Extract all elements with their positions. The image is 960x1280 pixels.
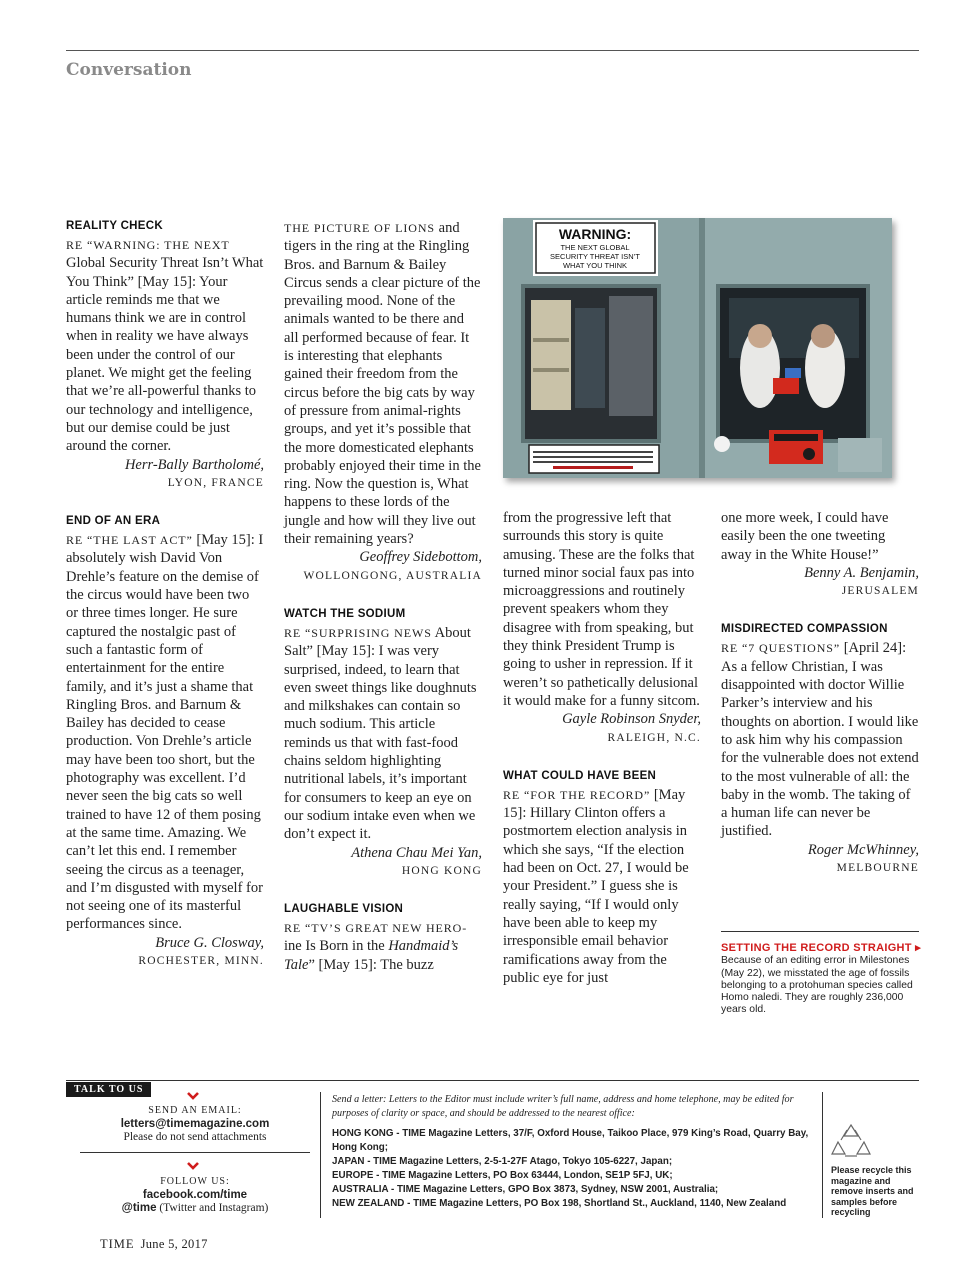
section-title: Conversation [66,60,192,80]
letter-body [66,236,264,456]
contact-divider [80,1152,310,1153]
letter-signature: Geoffrey Sidebottom, [359,549,482,566]
warning-sign-title: WARNING: [558,226,632,242]
correction-label: SETTING THE RECORD STRAIGHT [721,942,912,954]
svg-text:WHAT YOU THINK: WHAT YOU THINK [562,261,628,270]
letter-location: LYON, FRANCE [167,476,264,489]
letter-signature: Athena Chau Mei Yan, [351,844,482,861]
letter-text: [May 15]: Hillary Clinton offers a postmortem election analysis in which she says, “If the election had been on Oct. 27, I would be your President.” I guess she is really saying, “If I would only have been able to keep my irresponsible email behavior ramifications away from the public eye for just [503,786,689,986]
letter-re: RE “FOR THE RECORD” [503,787,651,802]
letter-re: RE “TV’S GREAT NEW HERO- [284,921,468,936]
letter-text: [April 24]: As a fellow Christian, I was disappointed with doctor Willie Parker’s interview and his thoughts on abortion. I would like to ask him why his compassion for the vulnerable does not extend to the most vulnerable of all: the baby in the womb. The taking of a human life can never be justified. [721,640,919,840]
mail-instructions [332,1093,816,1211]
letter-location: RALEIGH, N.C. [607,731,701,744]
correction-note [721,942,921,1017]
letters-column-4 [721,509,919,877]
letter-re: RE “SURPRISING NEWS [284,625,432,640]
mail-address-japan: JAPAN - TIME Magazine Letters, 2-5-1-27F Atago, Tokyo 105-6227, Japan; [332,1156,673,1167]
letter-body [284,624,482,844]
correction-rule [721,931,919,932]
chevron-down-icon [186,1091,200,1101]
social-handle-link[interactable]: @time [121,1202,157,1214]
letter-text: ine Is Born in the [284,938,389,955]
recycle-icon [830,1122,872,1160]
email-note: Please do not send attachments [123,1131,267,1143]
letter-signature: Bruce G. Closway, [155,934,264,951]
social-handle-line [122,1202,269,1214]
mail-address-hong-kong: HONG KONG - TIME Magazine Letters, 37/F, Oxford House, Taikoo Place, 979 King’s Road, Quarry Bay, Hong Kong; [332,1128,809,1153]
letter-body [66,531,264,934]
letter-lead: THE PICTURE OF LIONS [284,221,436,235]
footer-date: June 5, 2017 [140,1237,208,1251]
letter-text: [May 15]: I absolutely wish David Von Drehle’s feature on the demise of the circus would have been two or three times longer. He sure captured the nostalgic past of such a fantastic form of entertainment for the entire family, and it’s just a shame that Ringling Bros. and Barnum & Bailey has decided to cease production. Von Drehle’s article may have been too short, but the photography was excellent. I’d never seen the big cats so well trained to have 12 of them posing at the same time. Amazing. We can’t let this end. I remember seeing the circus as a teenager, and I’m disgusted with myself for not seeing one of its masterful performances since. [66,532,264,933]
mail-address-europe: EUROPE - TIME Magazine Letters, PO Box 63444, London, SE1P 5FJ, UK; [332,1170,673,1181]
facebook-link[interactable]: facebook.com/time [142,1188,248,1201]
letter-re: RE “THE LAST ACT” [66,533,193,548]
letter-headline: WATCH THE SODIUM [284,607,406,620]
letter-location: WOLLONGONG, AUSTRALIA [303,569,482,582]
letter-headline: WHAT COULD HAVE BEEN [503,769,657,782]
svg-text:SECURITY THREAT ISN’T: SECURITY THREAT ISN’T [550,252,640,261]
mail-address-new-zealand: NEW ZEALAND - TIME Magazine Letters, PO Box 198, Shortland St., Auckland, 1140, New Zealand [332,1198,787,1209]
lab-photo-illustration [503,218,892,478]
letter-signature: Gayle Robinson Snyder, [562,711,701,728]
letter-body [284,919,482,974]
page-footer [100,1237,208,1252]
letters-column-3 [503,509,701,987]
letter-signature: Benny A. Benjamin, [804,564,919,581]
follow-contact [80,1175,310,1216]
letter-location: HONG KONG [401,864,482,877]
chevron-down-icon [186,1161,200,1171]
letter-italic-title: Handmaid’s Tale [284,938,459,973]
letter-location: ROCHESTER, MINN. [138,954,264,967]
article-photo [503,218,892,478]
letter-headline: REALITY CHECK [66,220,163,232]
letter-signature: Roger McWhinney, [807,841,919,858]
email-contact [80,1104,310,1145]
letter-signature: Herr-Bally Bartholomé, [124,456,264,473]
letter-text: ” [May 15]: The buzz [308,956,434,973]
correction-text: Because of an editing error in Milestones (May 22), we misstated the age of fossils belonging to a protohuman species called Homo naledi. They are roughly 236,000 years old. [721,955,913,1016]
letter-body [721,639,919,840]
mail-address-australia: AUSTRALIA - TIME Magazine Letters, GPO Box 3873, Sydney, NSW 2001, Australia; [332,1184,719,1195]
letter-body: one more week, I could have easily been the one tweeting away in the White House!” [721,510,889,563]
recycle-note: Please recycle this magazine and remove inserts and samples before recycling [831,1165,914,1217]
email-label: SEND AN EMAIL: [148,1105,242,1116]
social-handle-note: (Twitter and Instagram) [156,1202,269,1214]
letter-text: Global Security Threat Isn’t What You Think” [May 15]: Your article reminds me that we humans think we are in control when in reality we have always been under the control of our planet. We might get the feeling that we’re all-powerful thanks to our technology and intelligence, but our demise could be just around the corner. [66,255,264,455]
letters-column-1 [66,219,264,970]
talk-to-us-badge: TALK TO US [66,1082,151,1097]
letter-body [284,219,482,548]
letter-re: RE “WARNING: THE NEXT [66,238,230,252]
letter-headline: MISDIRECTED COMPASSION [721,623,888,636]
letter-headline: END OF AN ERA [66,515,161,528]
letter-location: JERUSALEM [841,585,919,598]
top-rule [66,50,919,51]
email-address-link[interactable]: letters@timemagazine.com [120,1117,270,1130]
bottom-rule [66,1080,919,1081]
mail-intro: Send a letter: Letters to the Editor must include writer’s full name, address and home telephone, may be edited for purposes of clarity or space, and should be addressed to the nearest office: [332,1094,794,1119]
letter-text: About Salt” [May 15]: I was very surprised, indeed, to learn that even sweet things like doughnuts and milkshakes can contain so much sodium. This article reminds us that with fast-food chains seldom highlighting nutritional labels, it’s important for consumers to keep an eye on our sodium intake even when we don’t expect it. [284,624,477,843]
letter-body [503,786,701,987]
follow-label: FOLLOW US: [160,1176,230,1187]
triangle-right-icon: ▸ [911,942,922,954]
column-divider [320,1092,321,1218]
svg-text:THE NEXT GLOBAL: THE NEXT GLOBAL [560,243,630,252]
letter-location: MELBOURNE [836,862,919,875]
letter-headline: LAUGHABLE VISION [284,903,404,916]
letter-body: from the progressive left that surrounds this story is quite amusing. These are the folks that turned minor social faux pas into microaggressions and routinely prevent speakers whom they disagree with from speaking, but they think President Trump is going to usher in repression. If it weren’t so pathetically delusional it would make for a funny sitcom. [503,510,700,709]
letter-text: and tigers in the ring at the Ringling Bros. and Barnum & Bailey Circus sends a clear picture of the prevailing mood. None of the animals wanted to be there and all performed because of fear. It is interesting that elephants gained their freedom from the circus before the big cats by way of pressure from animal-rights groups, and yet it’s possible that the more domesticated elephants probably enjoyed their time in the ring. Now the question is, What happens to these lords of the jungle and how will they live out their remaining years? [284,220,481,548]
footer-brand: TIME [100,1237,135,1251]
column-divider [822,1092,823,1218]
letters-column-2 [284,219,482,974]
letter-re: RE “7 QUESTIONS” [721,641,841,656]
